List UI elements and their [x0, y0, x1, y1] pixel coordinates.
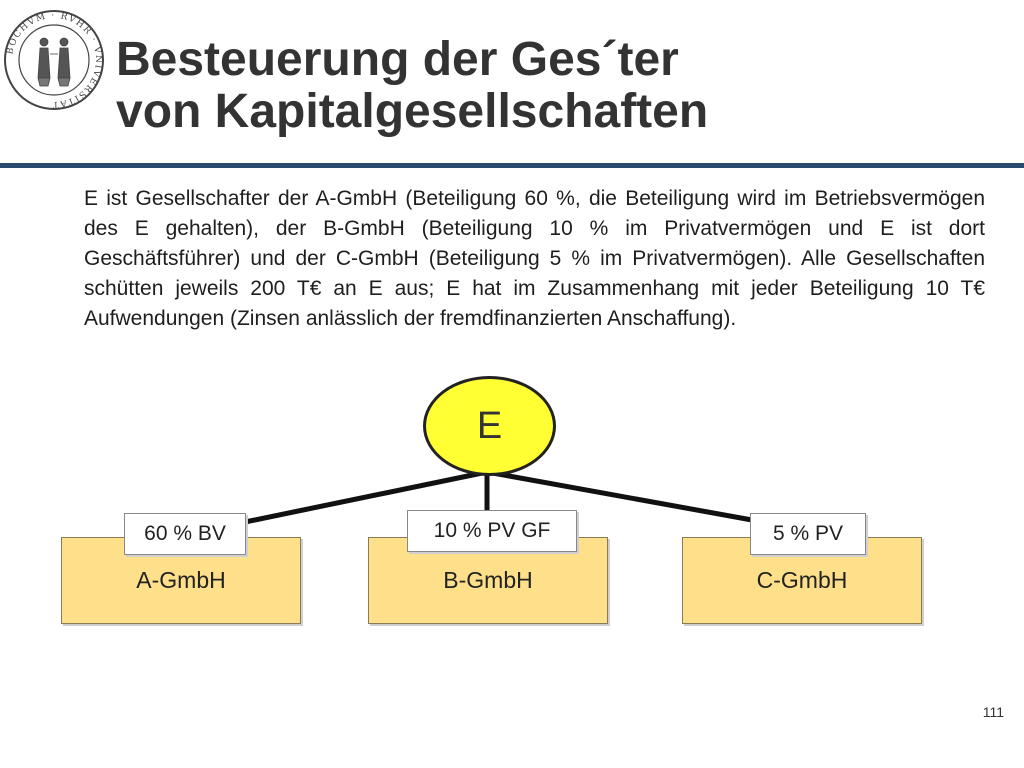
company-b-label: B-GmbH	[443, 567, 533, 593]
stake-a-text: 60 % BV	[144, 522, 226, 545]
page-number: 111	[982, 704, 1004, 720]
shareholder-e-node	[423, 376, 556, 476]
stake-a-label	[124, 513, 246, 555]
title-line-1: Besteuerung der Ges´ter	[116, 33, 679, 86]
case-description: E ist Gesellschafter der A-GmbH (Beteiligung 60 %, die Beteiligung wird im Betriebsvermögen des E gehalten), der B-GmbH (Beteiligung 10 % im Privatvermögen und E ist dort Geschäftsführer) und der C-GmbH (Beteiligung 5 % im Privatvermögen). Alle Gesellschaften schütten jeweils 200 T€ an E aus; E hat im Zusammenhang mit jeder Beteiligung 10 T€ Aufwendungen (Zinsen anlässlich der fremdfinanzierten Anschaffung).	[84, 187, 985, 330]
stake-c-text: 5 % PV	[772, 522, 844, 545]
stake-b-label	[407, 510, 577, 552]
company-c-label: C-GmbH	[756, 567, 848, 593]
stake-b-text: 10 % PV GF	[433, 519, 551, 542]
shareholder-e-label: E	[476, 404, 503, 447]
company-a-label: A-GmbH	[136, 567, 226, 593]
title-line-2: von Kapitalgesellschaften	[116, 85, 709, 138]
svg-text:BOCHVM · RVHR · VNIVERSITAT: BOCHVM · RVHR · VNIVERSITAT	[5, 10, 104, 110]
stake-c-label	[750, 513, 866, 555]
